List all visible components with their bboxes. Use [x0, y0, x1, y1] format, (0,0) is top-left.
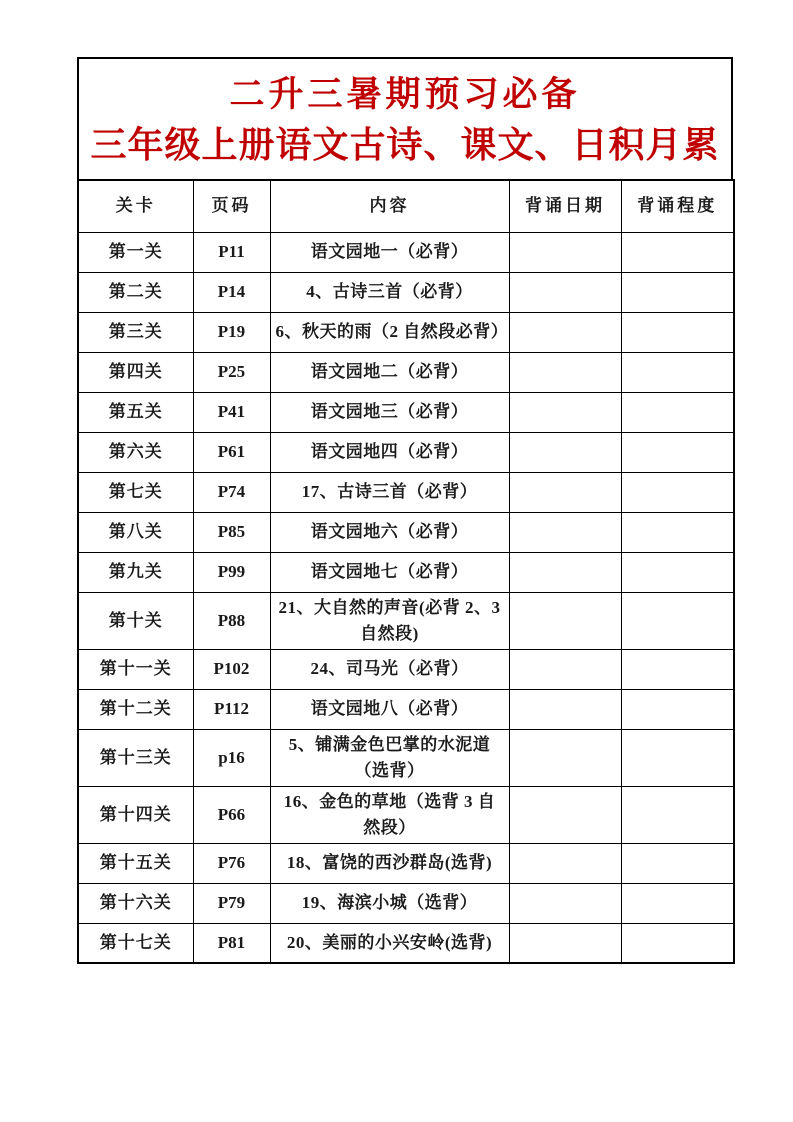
- page-cell: P11: [193, 232, 270, 272]
- table-row: [78, 786, 734, 843]
- content-cell: 21、大自然的声音(必背 2、3 自然段): [270, 592, 509, 649]
- date-cell: [509, 432, 621, 472]
- table-row: [78, 312, 734, 352]
- page-cell: P76: [193, 843, 270, 883]
- degree-cell: [621, 352, 734, 392]
- degree-cell: [621, 843, 734, 883]
- page-cell: P41: [193, 392, 270, 432]
- table-row: [78, 432, 734, 472]
- level-cell: 第一关: [78, 232, 193, 272]
- date-cell: [509, 512, 621, 552]
- degree-cell: [621, 392, 734, 432]
- level-cell: 第二关: [78, 272, 193, 312]
- content-cell: 语文园地八（必背）: [270, 689, 509, 729]
- header-cell-page: 页码: [193, 180, 270, 232]
- date-cell: [509, 883, 621, 923]
- level-cell: 第十五关: [78, 843, 193, 883]
- date-cell: [509, 552, 621, 592]
- page-cell: P79: [193, 883, 270, 923]
- date-cell: [509, 649, 621, 689]
- page-cell: P61: [193, 432, 270, 472]
- header-cell-level: 关卡: [78, 180, 193, 232]
- level-cell: 第九关: [78, 552, 193, 592]
- level-cell: 第十一关: [78, 649, 193, 689]
- header-cell-degree: 背诵程度: [621, 180, 734, 232]
- page-cell: P14: [193, 272, 270, 312]
- worksheet: [77, 57, 733, 964]
- date-cell: [509, 592, 621, 649]
- page-cell: P74: [193, 472, 270, 512]
- level-cell: 第十七关: [78, 923, 193, 963]
- degree-cell: [621, 689, 734, 729]
- degree-cell: [621, 552, 734, 592]
- content-cell: 语文园地一（必背）: [270, 232, 509, 272]
- table-row: [78, 512, 734, 552]
- degree-cell: [621, 472, 734, 512]
- degree-cell: [621, 883, 734, 923]
- date-cell: [509, 392, 621, 432]
- degree-cell: [621, 649, 734, 689]
- date-cell: [509, 232, 621, 272]
- page-title-box: [77, 57, 733, 181]
- table-row: [78, 352, 734, 392]
- header-cell-date: 背诵日期: [509, 180, 621, 232]
- degree-cell: [621, 923, 734, 963]
- level-cell: 第六关: [78, 432, 193, 472]
- degree-cell: [621, 512, 734, 552]
- date-cell: [509, 689, 621, 729]
- page-cell: P112: [193, 689, 270, 729]
- level-cell: 第十六关: [78, 883, 193, 923]
- page-cell: P25: [193, 352, 270, 392]
- date-cell: [509, 352, 621, 392]
- level-cell: 第四关: [78, 352, 193, 392]
- content-cell: 4、古诗三首（必背）: [270, 272, 509, 312]
- page-cell: P102: [193, 649, 270, 689]
- level-cell: 第十三关: [78, 729, 193, 786]
- degree-cell: [621, 272, 734, 312]
- date-cell: [509, 729, 621, 786]
- degree-cell: [621, 312, 734, 352]
- table-row: [78, 649, 734, 689]
- content-cell: 18、富饶的西沙群岛(选背): [270, 843, 509, 883]
- content-cell: 24、司马光（必背）: [270, 649, 509, 689]
- degree-cell: [621, 592, 734, 649]
- content-cell: 20、美丽的小兴安岭(选背): [270, 923, 509, 963]
- page-cell: P66: [193, 786, 270, 843]
- degree-cell: [621, 432, 734, 472]
- date-cell: [509, 843, 621, 883]
- content-cell: 语文园地二（必背）: [270, 352, 509, 392]
- table-row: [78, 729, 734, 786]
- table-row: [78, 472, 734, 512]
- page-cell: P99: [193, 552, 270, 592]
- page-title-line-1: 二升三暑期预习必备: [229, 75, 581, 114]
- level-cell: 第十四关: [78, 786, 193, 843]
- table-row: [78, 552, 734, 592]
- level-cell: 第十二关: [78, 689, 193, 729]
- page-title-line-2: 三年级上册语文古诗、课文、日积月累: [90, 124, 720, 165]
- header-cell-content: 内容: [270, 180, 509, 232]
- table-row: [78, 592, 734, 649]
- level-cell: 第十关: [78, 592, 193, 649]
- table-row: [78, 392, 734, 432]
- table-row: [78, 272, 734, 312]
- level-cell: 第七关: [78, 472, 193, 512]
- date-cell: [509, 923, 621, 963]
- level-cell: 第五关: [78, 392, 193, 432]
- table-row: [78, 843, 734, 883]
- date-cell: [509, 472, 621, 512]
- content-cell: 语文园地四（必背）: [270, 432, 509, 472]
- level-cell: 第八关: [78, 512, 193, 552]
- page-cell: p16: [193, 729, 270, 786]
- page-cell: P85: [193, 512, 270, 552]
- degree-cell: [621, 232, 734, 272]
- page-cell: P81: [193, 923, 270, 963]
- table-row: [78, 232, 734, 272]
- degree-cell: [621, 786, 734, 843]
- level-cell: 第三关: [78, 312, 193, 352]
- content-cell: 语文园地三（必背）: [270, 392, 509, 432]
- table-row: [78, 883, 734, 923]
- content-cell: 语文园地七（必背）: [270, 552, 509, 592]
- degree-cell: [621, 729, 734, 786]
- content-cell: 5、铺满金色巴掌的水泥道（选背）: [270, 729, 509, 786]
- content-cell: 6、秋天的雨（2 自然段必背）: [270, 312, 509, 352]
- table-row: [78, 923, 734, 963]
- page-cell: P88: [193, 592, 270, 649]
- date-cell: [509, 312, 621, 352]
- header-row: [78, 180, 734, 232]
- page-cell: P19: [193, 312, 270, 352]
- recitation-checklist-table: [77, 179, 735, 964]
- table-row: [78, 689, 734, 729]
- date-cell: [509, 786, 621, 843]
- content-cell: 16、金色的草地（选背 3 自然段）: [270, 786, 509, 843]
- table-body: [78, 232, 734, 963]
- date-cell: [509, 272, 621, 312]
- content-cell: 17、古诗三首（必背）: [270, 472, 509, 512]
- content-cell: 语文园地六（必背）: [270, 512, 509, 552]
- content-cell: 19、海滨小城（选背）: [270, 883, 509, 923]
